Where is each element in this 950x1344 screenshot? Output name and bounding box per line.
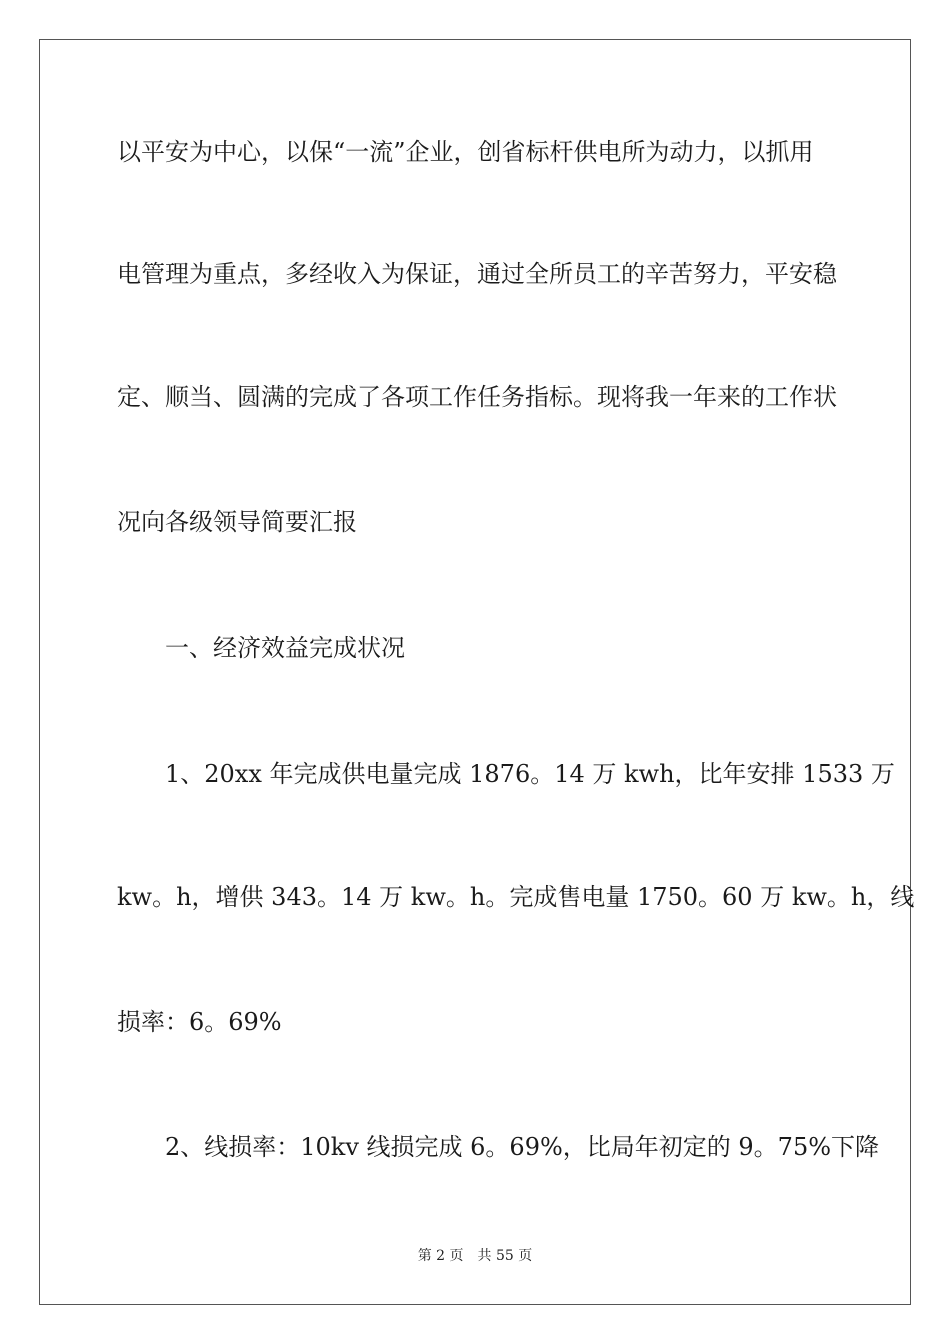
- section-heading: 一、经济效益完成状况: [165, 634, 405, 662]
- body-line-1: 以平安为中心，以保“一流”企业，创省标杆供电所为动力，以抓用: [117, 138, 814, 166]
- body-line-3: 定、顺当、圆满的完成了各项工作任务指标。现将我一年来的工作状: [117, 383, 837, 411]
- page-frame: [39, 39, 915, 1305]
- item-1-line-1: 1、20xx 年完成供电量完成 1876。14 万 kwh，比年安排 1533 万: [165, 760, 895, 788]
- page-number: 第 2 页: [417, 1248, 464, 1264]
- item-1-line-3: 损率：6。69%: [117, 1008, 282, 1036]
- page-total: 共 55 页: [477, 1248, 533, 1264]
- page-footer: [0, 1247, 950, 1265]
- item-1-line-2: kw。h，增供 343。14 万 kw。h。完成售电量 1750。60 万 kw。h，线: [117, 883, 915, 911]
- body-line-4: 况向各级领导简要汇报: [117, 508, 357, 536]
- item-2-line-1: 2、线损率：10kv 线损完成 6。69%，比局年初定的 9。75%下降: [165, 1133, 880, 1161]
- body-line-2: 电管理为重点，多经收入为保证，通过全所员工的辛苦努力，平安稳: [117, 260, 837, 288]
